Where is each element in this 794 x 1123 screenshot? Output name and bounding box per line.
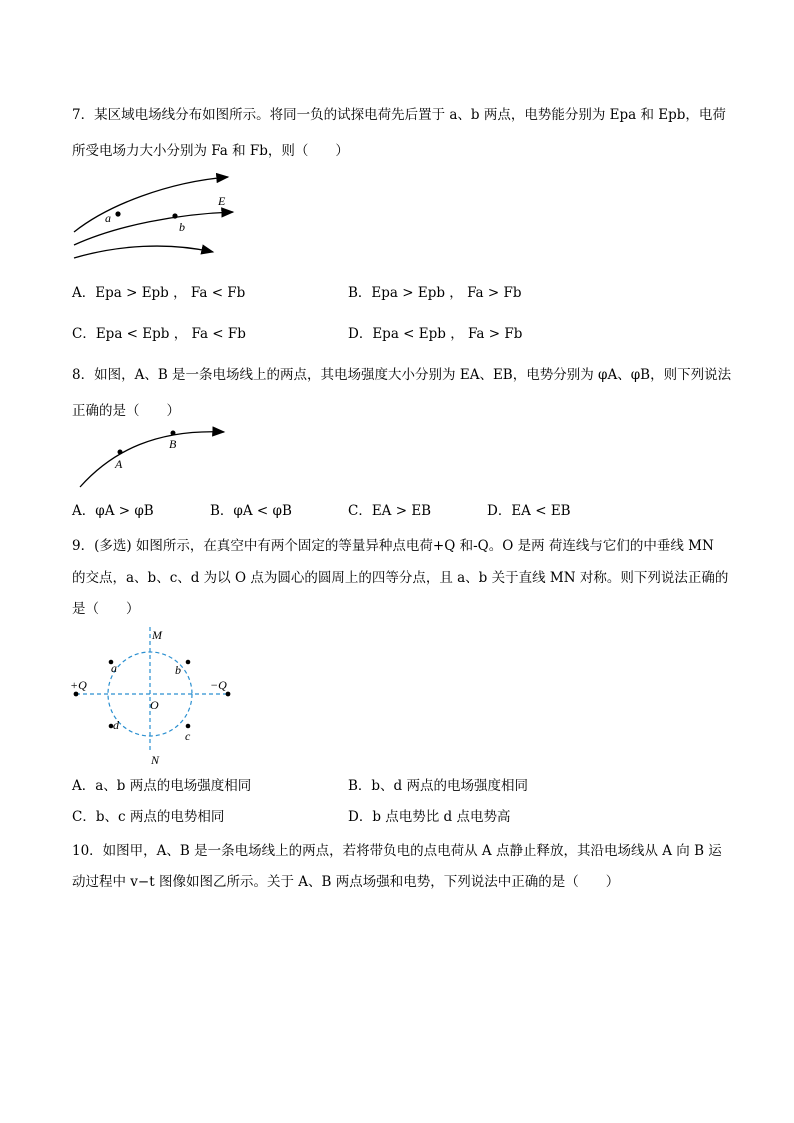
q7-field-line-figure	[68, 170, 238, 260]
q7-point-b	[172, 213, 177, 218]
q7-point-a	[115, 211, 120, 216]
q8-label-B: B	[169, 437, 177, 451]
q9-option-d[interactable]: D．b 点电势比 d 点电势高	[348, 809, 511, 825]
q9-plus-charge	[74, 692, 79, 697]
q9-stem-line1: 9．(多选) 如图所示，在真空中有两个固定的等量异种点电荷+Q 和-Q。O 是两 荷连线与它们的中垂线 MN	[72, 538, 714, 554]
q9-label-N: N	[151, 753, 160, 767]
q8-stem-line2: 正确的是（ ）	[72, 403, 180, 419]
q10-stem-line1: 10．如图甲，A、B 是一条电场线上的两点，若将带负电的点电荷从 A 点静止释放，其沿电场线从 A 向 B 运	[72, 843, 722, 859]
q7-stem-line2: 所受电场力大小分别为 Fa 和 Fb，则（ ）	[72, 143, 349, 159]
q7-field-line-middle	[74, 212, 233, 245]
q7-stem-line1: 7．某区域电场线分布如图所示。将同一负的试探电荷先后置于 a、b 两点，电势能分别为 Epa 和 Epb，电荷	[72, 107, 726, 123]
q9-label-minusQ: −Q	[210, 678, 227, 692]
q8-point-A	[118, 450, 123, 455]
q7-field-line-bottom	[74, 246, 213, 258]
q7-field-line-top	[74, 177, 228, 232]
q8-field-line	[80, 432, 224, 487]
q7-option-c[interactable]: C．Epa < Epb ， Fa < Fb	[72, 326, 246, 342]
q8-option-a[interactable]: A．φA > φB	[72, 503, 154, 519]
q8-option-b[interactable]: B．φA < φB	[210, 503, 292, 519]
q9-minus-charge	[226, 692, 231, 697]
q9-point-b	[186, 660, 191, 665]
q9-label-b: b	[175, 663, 181, 677]
q8-point-B	[171, 431, 176, 436]
q9-option-a[interactable]: A．a、b 两点的电场强度相同	[72, 778, 252, 794]
q7-option-a[interactable]: A．Epa > Epb ， Fa < Fb	[72, 285, 246, 301]
q7-option-b[interactable]: B．Epa > Epb ， Fa > Fb	[348, 285, 522, 301]
q9-stem-line2: 的交点，a、b、c、d 为以 O 点为圆心的圆周上的四等分点，且 a、b 关于直线 MN 对称。则下列说法正确的	[72, 570, 729, 586]
q9-option-c[interactable]: C．b、c 两点的电势相同	[72, 809, 225, 825]
q9-label-plusQ: +Q	[70, 678, 87, 692]
q9-charges-circle-figure	[68, 625, 238, 770]
q9-label-O: O	[150, 698, 159, 712]
q9-point-c	[186, 724, 191, 729]
q9-stem-line3: 是（ ）	[72, 601, 140, 617]
q8-option-c[interactable]: C．EA > EB	[348, 503, 432, 519]
q9-label-M: M	[152, 628, 162, 642]
q8-label-A: A	[115, 457, 123, 471]
q7-label-b: b	[179, 220, 185, 234]
q8-option-d[interactable]: D．EA < EB	[487, 503, 571, 519]
q9-option-b[interactable]: B．b、d 两点的电场强度相同	[348, 778, 528, 794]
q7-label-a: a	[105, 211, 111, 225]
q9-label-a: a	[111, 661, 117, 675]
q9-label-c: c	[185, 729, 191, 743]
q7-option-d[interactable]: D．Epa < Epb ， Fa > Fb	[348, 326, 523, 342]
q8-field-line-figure	[78, 425, 228, 490]
q7-label-E: E	[218, 194, 226, 208]
q10-stem-line2: 动过程中 v−t 图像如图乙所示。关于 A、B 两点场强和电势，下列说法中正确的是（ ）	[72, 874, 620, 890]
q9-label-d: d	[113, 718, 119, 732]
q8-stem-line1: 8．如图，A、B 是一条电场线上的两点，其电场强度大小分别为 EA、EB，电势分别为 φA、φB，则下列说法	[72, 367, 732, 383]
